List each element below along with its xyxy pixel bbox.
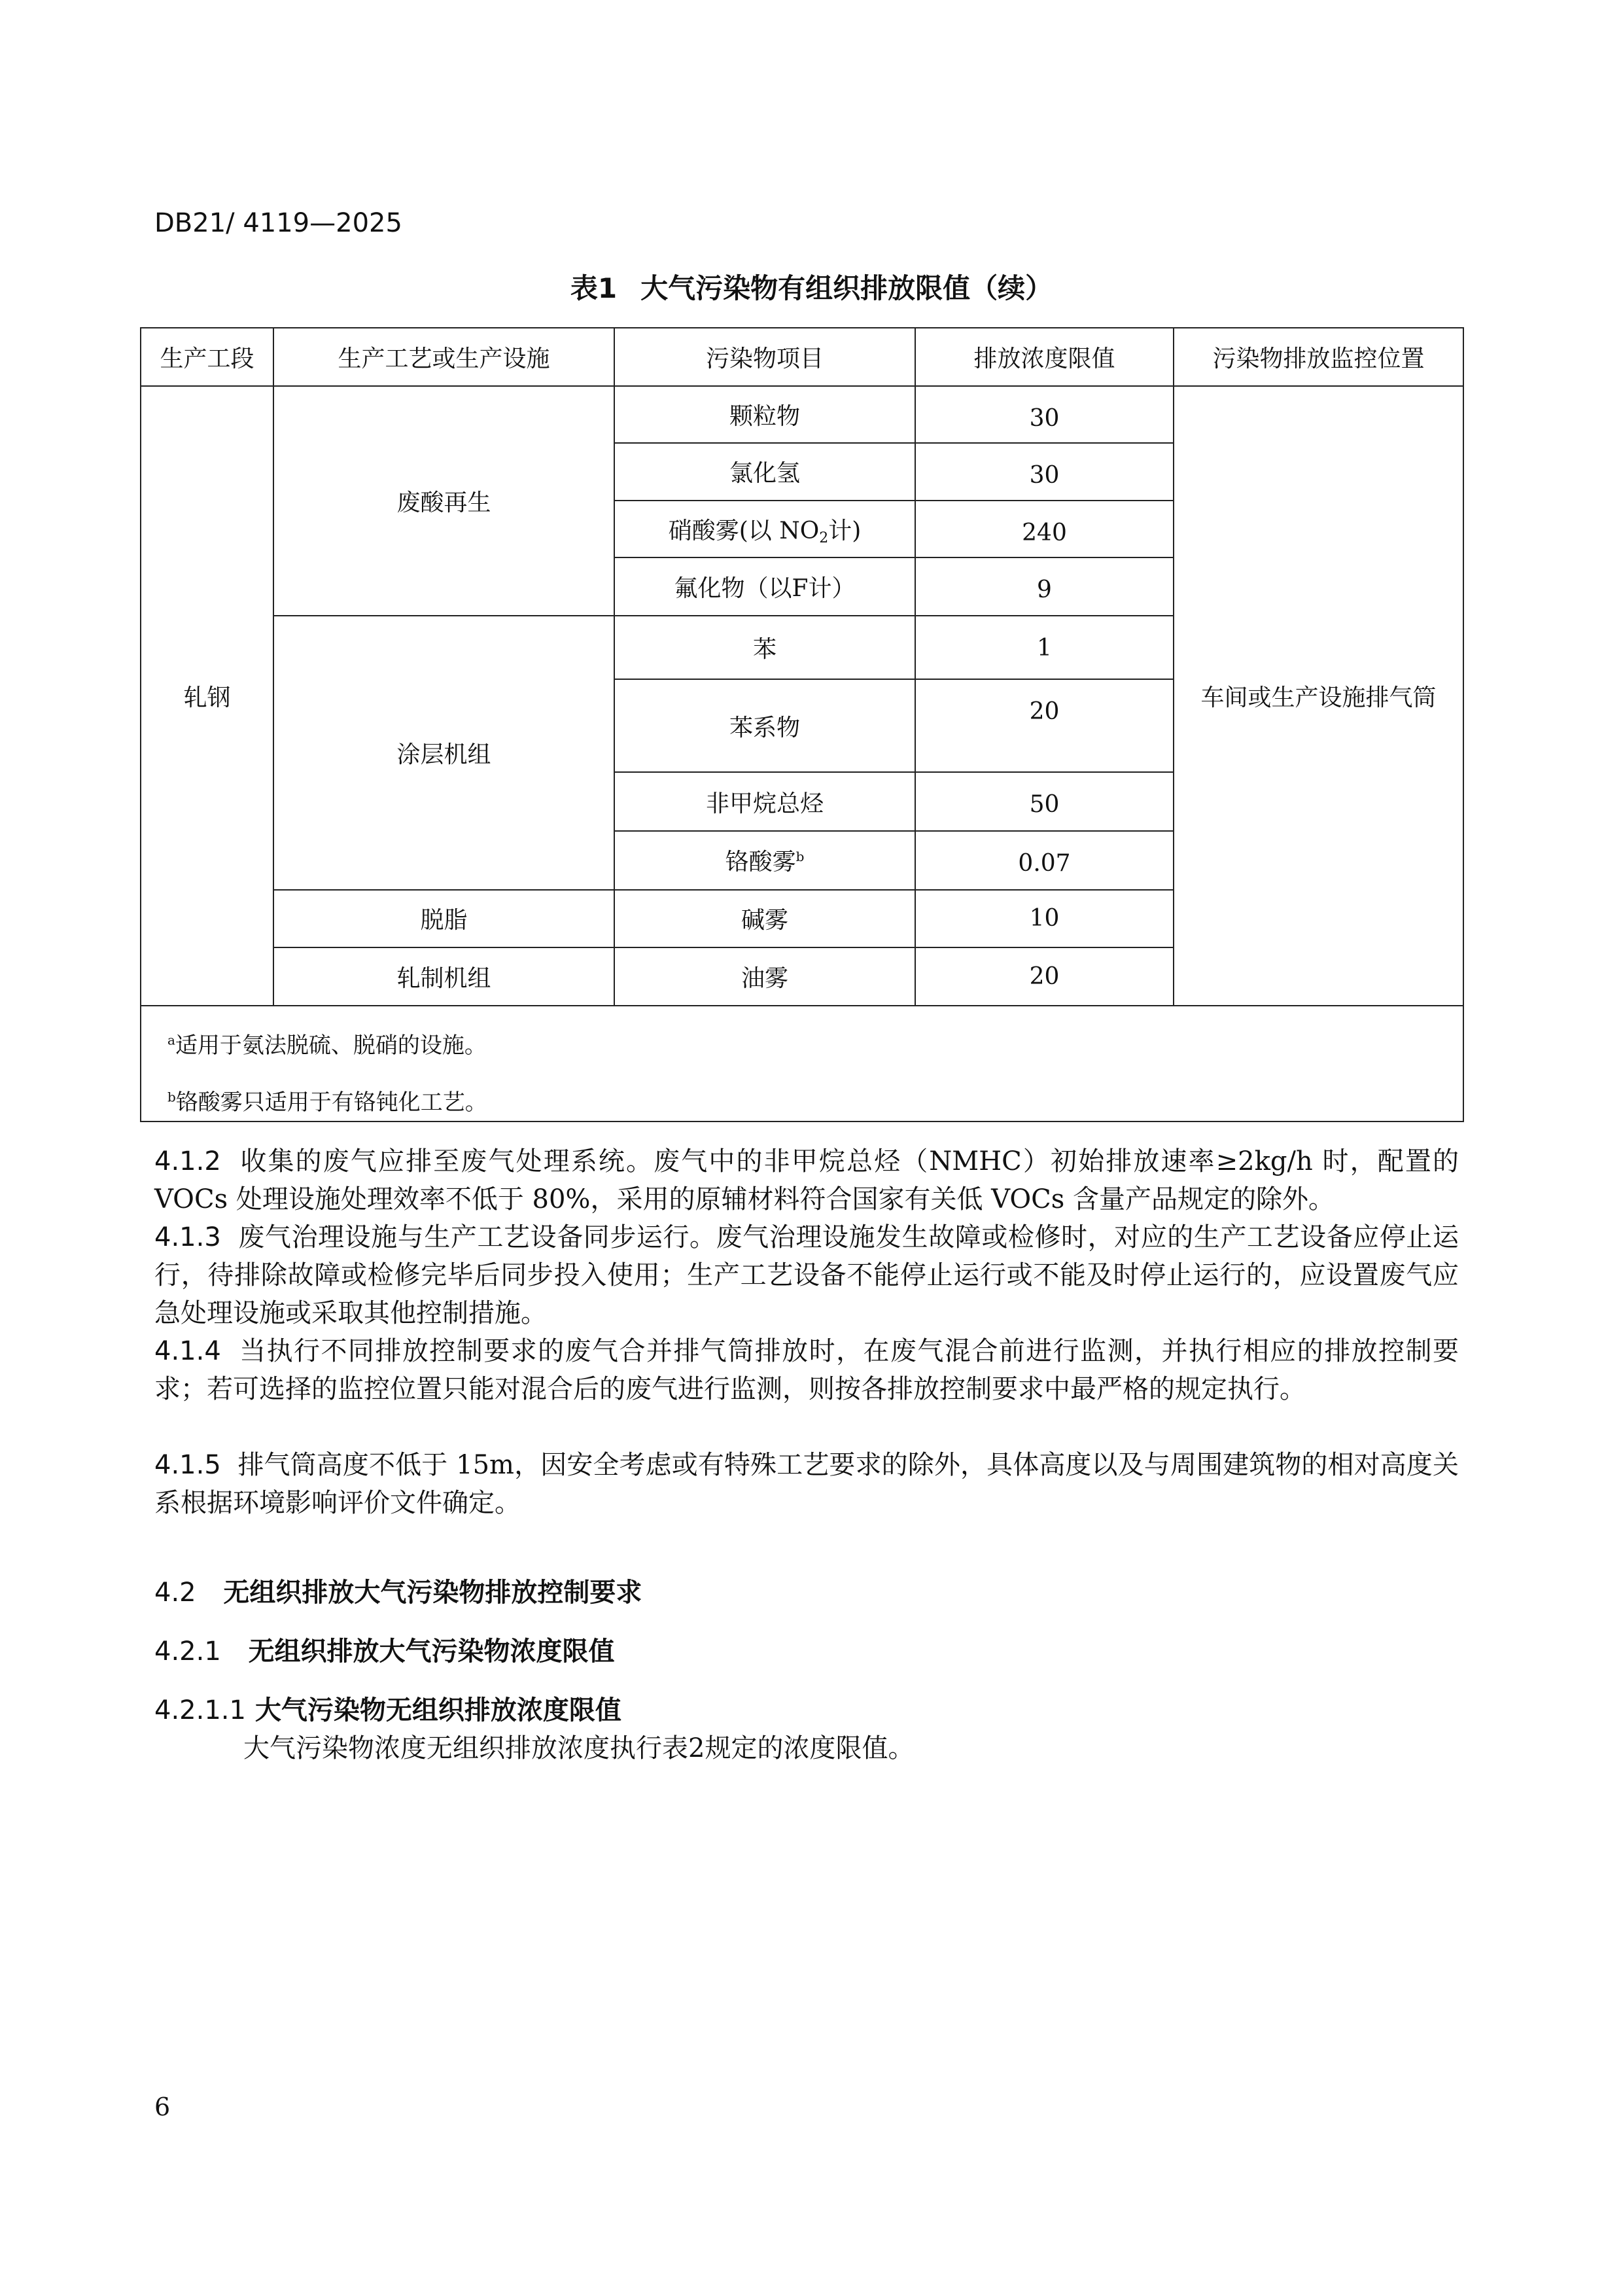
pollutant-cell: 苯 — [614, 616, 915, 680]
limit-cell: 10 — [915, 890, 1174, 948]
limit-cell: 1 — [915, 616, 1174, 680]
page-number: 6 — [154, 2093, 171, 2121]
table-caption-title: 大气污染物有组织排放限值（续） — [640, 272, 1053, 304]
header-cell: 生产工段 — [141, 328, 273, 386]
clause-4-1-3 — [154, 1218, 1459, 1332]
limit-cell: 50 — [915, 772, 1174, 831]
monitor-location-cell: 车间或生产设施排气筒 — [1174, 386, 1463, 1006]
limit-cell: 30 — [915, 443, 1174, 501]
limit-cell: 0.07 — [915, 831, 1174, 890]
header-cell: 污染物排放监控位置 — [1174, 328, 1463, 386]
clause-text: 废气治理设施与生产工艺设备同步运行。废气治理设施发生故障或检修时，对应的生产工艺设备应停止运行，待排除故障或检修完毕后同步投入使用；生产工艺设备不能停止运行或不能及时停止运行的，应设置废气应急处理设施或采取其他控制措施。 — [154, 1222, 1459, 1328]
clause-text: 当执行不同排放控制要求的废气合并排气筒排放时，在废气混合前进行监测，并执行相应的排放控制要求；若可选择的监控位置只能对混合后的废气进行监测，则按各排放控制要求中最严格的规定执行。 — [154, 1336, 1459, 1404]
clause-number: 4.1.3 — [154, 1222, 221, 1252]
limit-cell: 20 — [915, 947, 1174, 1006]
limit-cell: 30 — [915, 386, 1174, 444]
table-note — [167, 1084, 1463, 1116]
pollutant-text: 硝酸雾(以 NO — [668, 517, 820, 544]
pollutant-cell: 苯系物 — [614, 679, 915, 772]
section-cell: 轧钢 — [141, 386, 273, 1006]
subscript-text: 2 — [819, 529, 829, 546]
heading-4-2-1-1 — [154, 1689, 621, 1727]
footnote-marker: a — [167, 1032, 175, 1048]
pollutant-cell: 碱雾 — [614, 890, 915, 948]
clause-4-1-4 — [154, 1332, 1459, 1408]
footnote-marker: b — [167, 1089, 176, 1105]
pollutant-cell: 氯化氢 — [614, 443, 915, 501]
clause-text: 收集的废气应排至废气处理系统。废气中的非甲烷总烃（NMHC）初始排放速率≥2kg/h 时，配置的 VOCs 处理设施处理效率不低于 80%，采用的原辅材料符合国家有关低 VOCs 含量产品规定的除外。 — [154, 1146, 1459, 1214]
footnote-marker: b — [795, 849, 805, 865]
limit-cell: 240 — [915, 501, 1174, 558]
clause-number: 4.1.2 — [154, 1146, 221, 1176]
clause-4-1-5 — [154, 1446, 1459, 1522]
pollutant-cell — [614, 501, 915, 558]
clause-number: 4.1.5 — [154, 1450, 221, 1480]
table-header-row — [141, 328, 1463, 386]
heading-4-2 — [154, 1572, 642, 1609]
pollutant-text: 计) — [828, 517, 862, 544]
process-cell: 废酸再生 — [273, 386, 614, 616]
pollutant-cell: 非甲烷总烃 — [614, 772, 915, 831]
table-notes — [141, 1006, 1463, 1122]
limit-cell: 9 — [915, 557, 1174, 616]
pollutant-cell: 颗粒物 — [614, 386, 915, 444]
table-notes-row — [141, 1006, 1463, 1122]
heading-text: 大气污染物无组织排放浓度限值 — [254, 1695, 621, 1725]
pollutant-text: 铬酸雾 — [725, 849, 796, 876]
heading-text: 无组织排放大气污染物浓度限值 — [248, 1636, 615, 1667]
process-cell: 涂层机组 — [273, 616, 614, 890]
clause-number: 4.1.4 — [154, 1336, 221, 1366]
note-text: 铬酸雾只适用于有铬钝化工艺。 — [175, 1089, 487, 1116]
clause-4-1-2 — [154, 1142, 1459, 1218]
table-caption — [0, 267, 1623, 306]
pollutant-cell: 氟化物（以F计） — [614, 557, 915, 616]
body-paragraph: 大气污染物浓度无组织排放浓度执行表2规定的浓度限值。 — [243, 1733, 915, 1763]
note-text: 适用于氨法脱硫、脱硝的设施。 — [175, 1032, 487, 1059]
process-cell: 脱脂 — [273, 890, 614, 948]
document-number: DB21/ 4119—2025 — [154, 208, 402, 238]
heading-number: 4.2 — [154, 1578, 196, 1608]
limit-cell: 20 — [915, 679, 1174, 772]
header-cell: 生产工艺或生产设施 — [273, 328, 614, 386]
table-row — [141, 386, 1463, 444]
heading-4-2-1 — [154, 1631, 615, 1668]
heading-text: 无组织排放大气污染物排放控制要求 — [223, 1578, 642, 1608]
heading-number: 4.2.1 — [154, 1636, 221, 1667]
pollutant-cell — [614, 831, 915, 890]
clause-text: 排气筒高度不低于 15m，因安全考虑或有特殊工艺要求的除外，具体高度以及与周围建筑物的相对高度关系根据环境影响评价文件确定。 — [154, 1450, 1459, 1518]
pollutant-cell: 油雾 — [614, 947, 915, 1006]
header-cell: 污染物项目 — [614, 328, 915, 386]
emission-limits-table — [140, 327, 1464, 1122]
header-cell: 排放浓度限值 — [915, 328, 1174, 386]
heading-number: 4.2.1.1 — [154, 1695, 246, 1725]
table-note — [167, 1027, 1463, 1059]
process-cell: 轧制机组 — [273, 947, 614, 1006]
table-caption-number: 表1 — [570, 272, 618, 304]
